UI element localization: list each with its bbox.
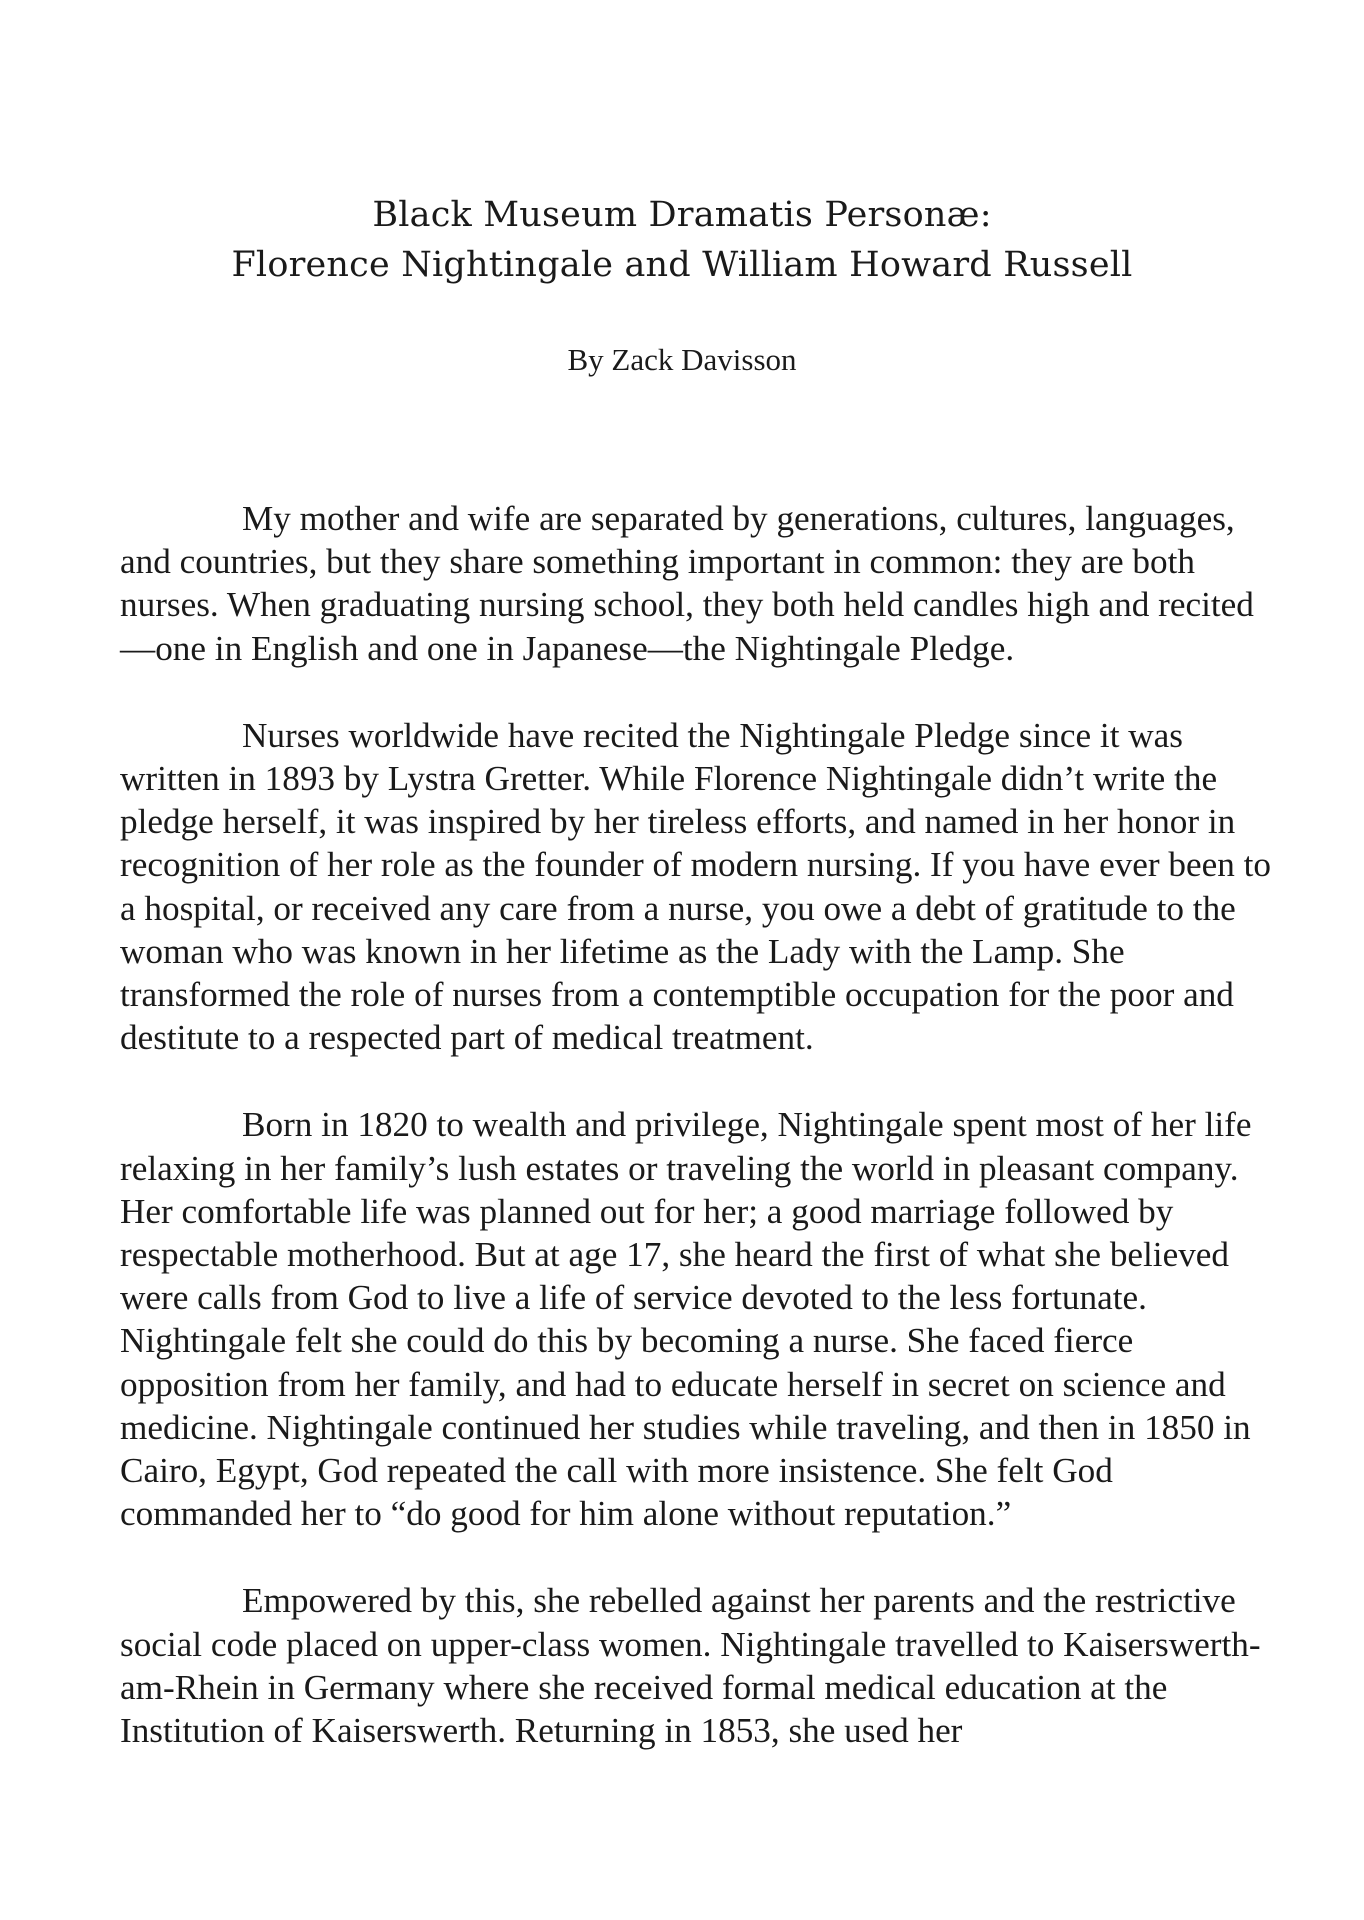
article-title [0, 190, 1364, 290]
paragraph: Nurses worldwide have recited the Nightingale Pledge since it was written in 1893 by Lystra Gretter. While Florence Nightingale didn’t write the pledge herself, it was inspired by her tireless efforts, and named in her honor in recognition of her role as the founder of modern nursing. If you have ever been to a hospital, or received any care from a nurse, you owe a debt of gratitude to the woman who was known in her lifetime as the Lady with the Lamp. She transformed the role of nurses from a contemptible occupation for the poor and destitute to a respected part of medical treatment. [120, 715, 1272, 1058]
paragraph: My mother and wife are separated by generations, cultures, languages, and countries, but they share something important in common: they are both nurses. When graduating nursing school, they both held candles high and recited—one in English and one in Japanese—the Nightingale Pledge. [120, 499, 1254, 668]
byline: By Zack Davisson [567, 342, 797, 377]
title-line-2: Florence Nightingale and William Howard Russell [231, 245, 1133, 285]
title-line-1: Black Museum Dramatis Personæ: [372, 195, 992, 235]
paragraph: Born in 1820 to wealth and privilege, Nightingale spent most of her life relaxing in her family’s lush estates or traveling the world in pleasant company. Her comfortable life was planned out for her; a good marriage followed by respectable motherhood. But at age 17, she heard the first of what she believed were calls from God to live a life of service devoted to the less fortunate. Nightingale felt she could do this by becoming a nurse. She faced fierce opposition from her family, and had to educate herself in secret on science and medicine. Nightingale continued her studies while traveling, and then in 1850 in Cairo, Egypt, God repeated the call with more insistence. She felt God commanded her to “do good for him alone without reputation.” [120, 1105, 1252, 1534]
article-body [120, 497, 1274, 1796]
paragraph: Empowered by this, she rebelled against her parents and the restrictive social code placed on upper-class women. Nightingale travelled to Kaiserswerth-am-Rhein in Germany where she received formal medical education at the Institution of Kaiserswerth. Returning in 1853, she used her [120, 1581, 1261, 1751]
